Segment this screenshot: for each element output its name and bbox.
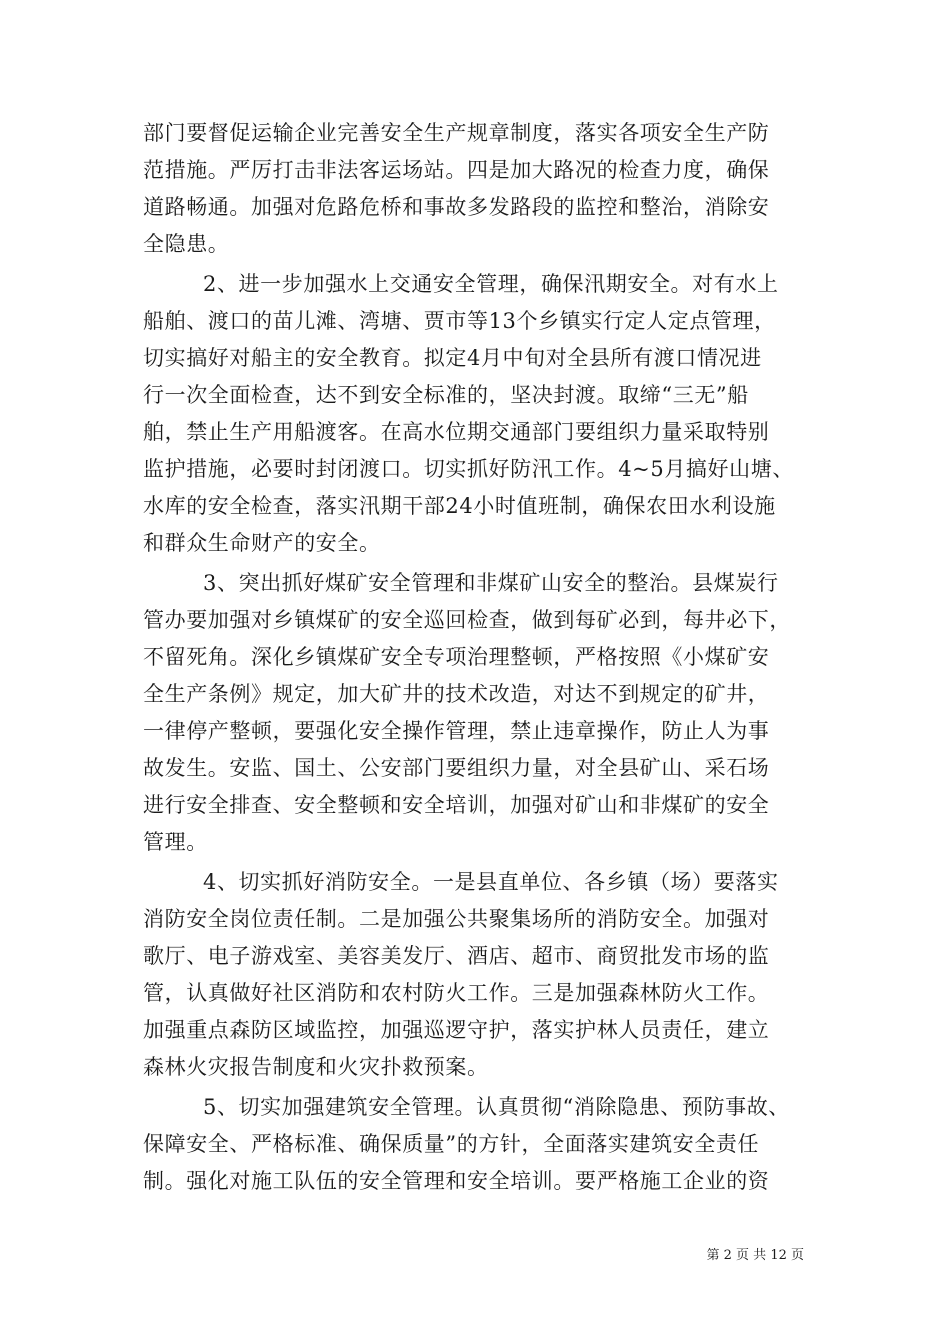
paragraph-start-line: 4、切实抓好消防安全。一是县直单位、各乡镇（场）要落实 [203,870,779,894]
text-line: 管，认真做好社区消防和农村防火工作。三是加强森林防火工作。 [143,981,770,1005]
text-line: 部门要督促运输企业完善安全生产规章制度，落实各项安全生产防 [143,121,770,145]
text-line: 加强重点森防区域监控，加强巡逻守护，落实护林人员责任，建立 [143,1018,770,1042]
text-line: 舶，禁止生产用船渡客。在高水位期交通部门要组织力量采取特别 [143,420,770,444]
text-line: 消防安全岗位责任制。二是加强公共聚集场所的消防安全。加强对 [143,907,770,931]
text-line: 歌厅、电子游戏室、美容美发厅、酒店、超市、商贸批发市场的监 [143,944,770,968]
paragraph-start-line: 5、切实加强建筑安全管理。认真贯彻“消除隐患、预防事故、 [203,1095,790,1119]
text-line: 切实搞好对船主的安全教育。拟定4月中旬对全县所有渡口情况进 [143,346,762,370]
text-line: 水库的安全检查，落实汛期干部24小时值班制，确保农田水利设施 [143,494,776,518]
text-line: 一律停产整顿，要强化安全操作管理，禁止违章操作，防止人为事 [143,719,770,743]
text-line: 制。强化对施工队伍的安全管理和安全培训。要严格施工企业的资 [143,1169,770,1193]
text-line: 监护措施，必要时封闭渡口。切实抓好防汛工作。4~5月搞好山塘、 [143,457,794,481]
text-line: 道路畅通。加强对危路危桥和事故多发路段的监控和整治，消除安 [143,195,770,219]
paragraph-start-line: 2、进一步加强水上交通安全管理，确保汛期安全。对有水上 [203,272,779,296]
text-line: 管理。 [143,830,208,854]
text-line: 森林火灾报告制度和火灾扑救预案。 [143,1055,489,1079]
text-line: 和群众生命财产的安全。 [143,531,381,555]
page-number-footer: 第 2 页 共 12 页 [706,1248,804,1263]
text-line: 行一次全面检查，达不到安全标准的，坚决封渡。取缔“三无”船 [143,383,749,407]
text-line: 故发生。安监、国土、公安部门要组织力量，对全县矿山、采石场 [143,756,770,780]
text-line: 范措施。严厉打击非法客运场站。四是加大路况的检查力度，确保 [143,158,770,182]
text-line: 全生产条例》规定，加大矿井的技术改造，对达不到规定的矿井， [143,682,770,706]
text-line: 保障安全、严格标准、确保质量”的方针，全面落实建筑安全责任 [143,1132,760,1156]
text-line: 船舶、渡口的苗儿滩、湾塘、贾市等13个乡镇实行定人定点管理， [143,309,776,333]
text-line: 全隐患。 [143,232,230,256]
text-line: 进行安全排查、安全整顿和安全培训，加强对矿山和非煤矿的安全 [143,793,770,817]
text-line: 不留死角。深化乡镇煤矿安全专项治理整顿，严格按照《小煤矿安 [143,645,770,669]
text-line: 管办要加强对乡镇煤矿的安全巡回检查，做到每矿必到，每井必下， [143,608,791,632]
paragraph-start-line: 3、突出抓好煤矿安全管理和非煤矿山安全的整治。县煤炭行 [203,571,779,595]
